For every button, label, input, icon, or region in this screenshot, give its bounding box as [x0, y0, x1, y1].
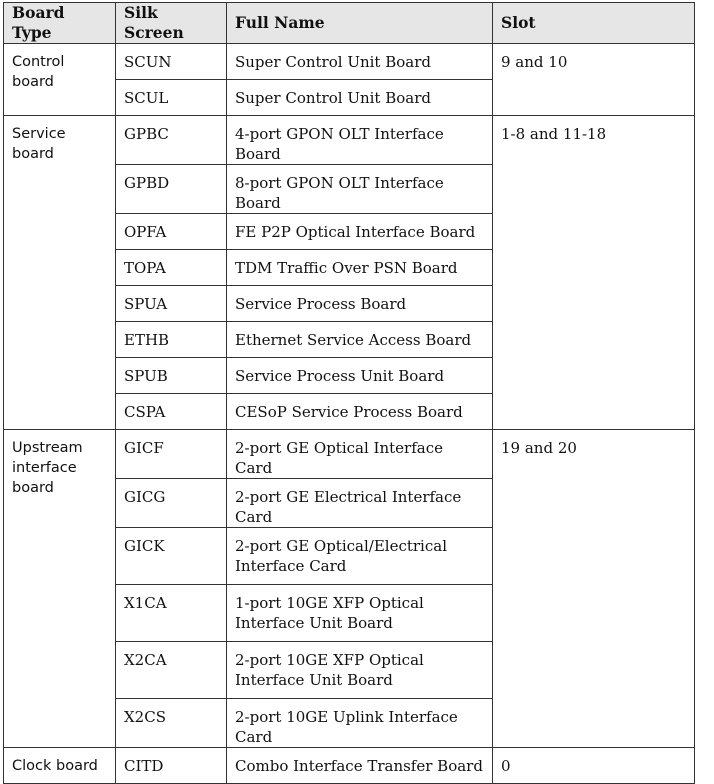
board-table — [3, 2, 695, 784]
board-type-cell: Service board — [4, 116, 116, 430]
full-name-cell: 2-port 10GE XFP Optical Interface Unit Board — [227, 642, 493, 699]
board-type-cell: Control board — [4, 44, 116, 116]
slot-cell: 0 — [493, 748, 695, 784]
table-row — [4, 430, 695, 479]
slot-cell: 19 and 20 — [493, 430, 695, 748]
silk-screen-cell: GICK — [116, 528, 227, 585]
silk-screen-cell: TOPA — [116, 250, 227, 286]
table-row — [4, 116, 695, 165]
full-name-cell: Service Process Unit Board — [227, 358, 493, 394]
full-name-cell: Super Control Unit Board — [227, 80, 493, 116]
silk-screen-cell: X1CA — [116, 585, 227, 642]
full-name-cell: 4-port GPON OLT Interface Board — [227, 116, 493, 165]
slot-cell: 1-8 and 11-18 — [493, 116, 695, 430]
silk-screen-cell: GICG — [116, 479, 227, 528]
full-name-cell: Service Process Board — [227, 286, 493, 322]
silk-screen-cell: GPBC — [116, 116, 227, 165]
full-name-cell: FE P2P Optical Interface Board — [227, 214, 493, 250]
full-name-cell: 2-port GE Optical Interface Card — [227, 430, 493, 479]
header-silk-screen: Silk Screen — [116, 3, 227, 44]
header-slot: Slot — [493, 3, 695, 44]
header-row — [4, 3, 695, 44]
silk-screen-cell: SCUN — [116, 44, 227, 80]
silk-screen-cell: OPFA — [116, 214, 227, 250]
full-name-cell: 2-port GE Electrical Interface Card — [227, 479, 493, 528]
full-name-cell: CESoP Service Process Board — [227, 394, 493, 430]
silk-screen-cell: GICF — [116, 430, 227, 479]
full-name-cell: Combo Interface Transfer Board — [227, 748, 493, 784]
full-name-cell: 8-port GPON OLT Interface Board — [227, 165, 493, 214]
full-name-cell: Super Control Unit Board — [227, 44, 493, 80]
table-row — [4, 748, 695, 784]
full-name-cell: TDM Traffic Over PSN Board — [227, 250, 493, 286]
full-name-cell: 2-port 10GE Uplink Interface Card — [227, 699, 493, 748]
slot-cell: 9 and 10 — [493, 44, 695, 116]
silk-screen-cell: SPUB — [116, 358, 227, 394]
silk-screen-cell: CSPA — [116, 394, 227, 430]
table-body — [4, 44, 695, 784]
silk-screen-cell: GPBD — [116, 165, 227, 214]
silk-screen-cell: ETHB — [116, 322, 227, 358]
header-full-name: Full Name — [227, 3, 493, 44]
full-name-cell: 2-port GE Optical/Electrical Interface Card — [227, 528, 493, 585]
full-name-cell: 1-port 10GE XFP Optical Interface Unit Board — [227, 585, 493, 642]
board-type-cell: Clock board — [4, 748, 116, 784]
table-row — [4, 44, 695, 80]
silk-screen-cell: SPUA — [116, 286, 227, 322]
silk-screen-cell: X2CA — [116, 642, 227, 699]
full-name-cell: Ethernet Service Access Board — [227, 322, 493, 358]
silk-screen-cell: CITD — [116, 748, 227, 784]
header-board-type: Board Type — [4, 3, 116, 44]
silk-screen-cell: SCUL — [116, 80, 227, 116]
silk-screen-cell: X2CS — [116, 699, 227, 748]
board-type-cell: Upstream interface board — [4, 430, 116, 748]
